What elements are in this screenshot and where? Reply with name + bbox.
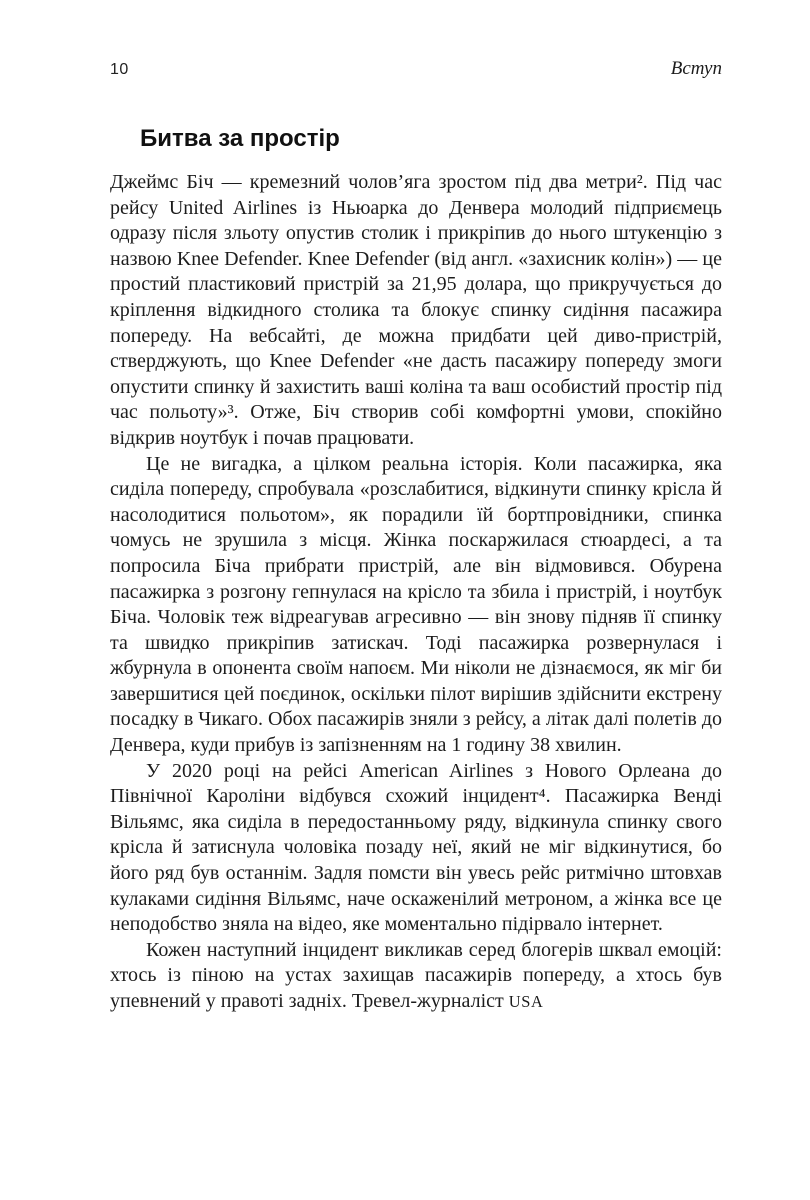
paragraph: У 2020 році на рейсі American Airlines з Нового Орлеана до Північної Кароліни відбувся схожий інцидент⁴. Пасажирка Венді Вільямс, яка сиділа в передостанньому ряду, відкинула спинку свого крісла й затиснула чоловіка позаду неї, який не міг відкинутися, бо його ряд був останнім. Задля помсти він увесь рейс ритмічно штовхав кулаками сидіння Вільямс, наче оскаженілий метроном, а жінка все це неподобство зняла на відео, яке моментально підірвало інтернет.	[110, 759, 722, 936]
paragraph: Кожен наступний інцидент викликав серед блогерів шквал емоцій: хтось із піною на устах захищав пасажирів попереду, а хтось був упевнений у правоті задніх. Тревел-журналіст USA	[110, 938, 722, 1012]
page-header	[110, 58, 722, 80]
paragraph: Це не вигадка, а цілком реальна історія. Коли пасажирка, яка сиділа попереду, спробувала «розслабитися, відкинути спинку крісла й насолодитися польотом», як порадили їй бортпровідники, спинка чомусь не зрушила з місця. Жінка поскаржилася стюардесі, а та попросила Біча прибрати пристрій, але він відмовився. Обурена пасажирка з розгону гепнулася на крісло та збила і пристрій, і ноутбук Біча. Чоловік теж відреагував агресивно — він знову підняв її спинку та швидко прикріпив затискач. Тоді пасажирка розвернулася і жбурнула в опонента своїм напоєм. Ми ніколи не дізнаємося, як міг би завершитися цей поєдинок, оскільки пілот вирішив здійснити екстрену посадку в Чикаго. Обох пасажирів зняли з рейсу, а літак далі полетів до Денвера, куди прибув із запізненням на 1 годину 38 хвилин.	[110, 452, 722, 757]
page-number: 10	[110, 61, 129, 78]
section-heading: Битва за простір	[140, 125, 340, 152]
running-head: Вступ	[670, 58, 722, 79]
page-body	[110, 170, 722, 1015]
smallcaps-text: USA	[508, 992, 544, 1011]
paragraph: Джеймс Біч — кремезний чолов’яга зростом під два метри². Під час рейсу United Airlines із Ньюарка до Денвера молодий підприємець одразу після зльоту опустив столик і прикріпив до нього штукенцію з назвою Knee Defender. Knee Defender (від англ. «захисник колін») — це простий пластиковий пристрій за 21,95 долара, що прикручується до кріплення відкидного столика та блокує спинку сидіння пасажира попереду. На вебсайті, де можна придбати цей диво-пристрій, стверджують, що Knee Defender «не дасть пасажиру попереду змоги опустити спинку й захистить ваші коліна та ваш особистий простір під час польоту»³. Отже, Біч створив собі комфортні умови, спокійно відкрив ноутбук і почав працювати.	[110, 171, 722, 449]
